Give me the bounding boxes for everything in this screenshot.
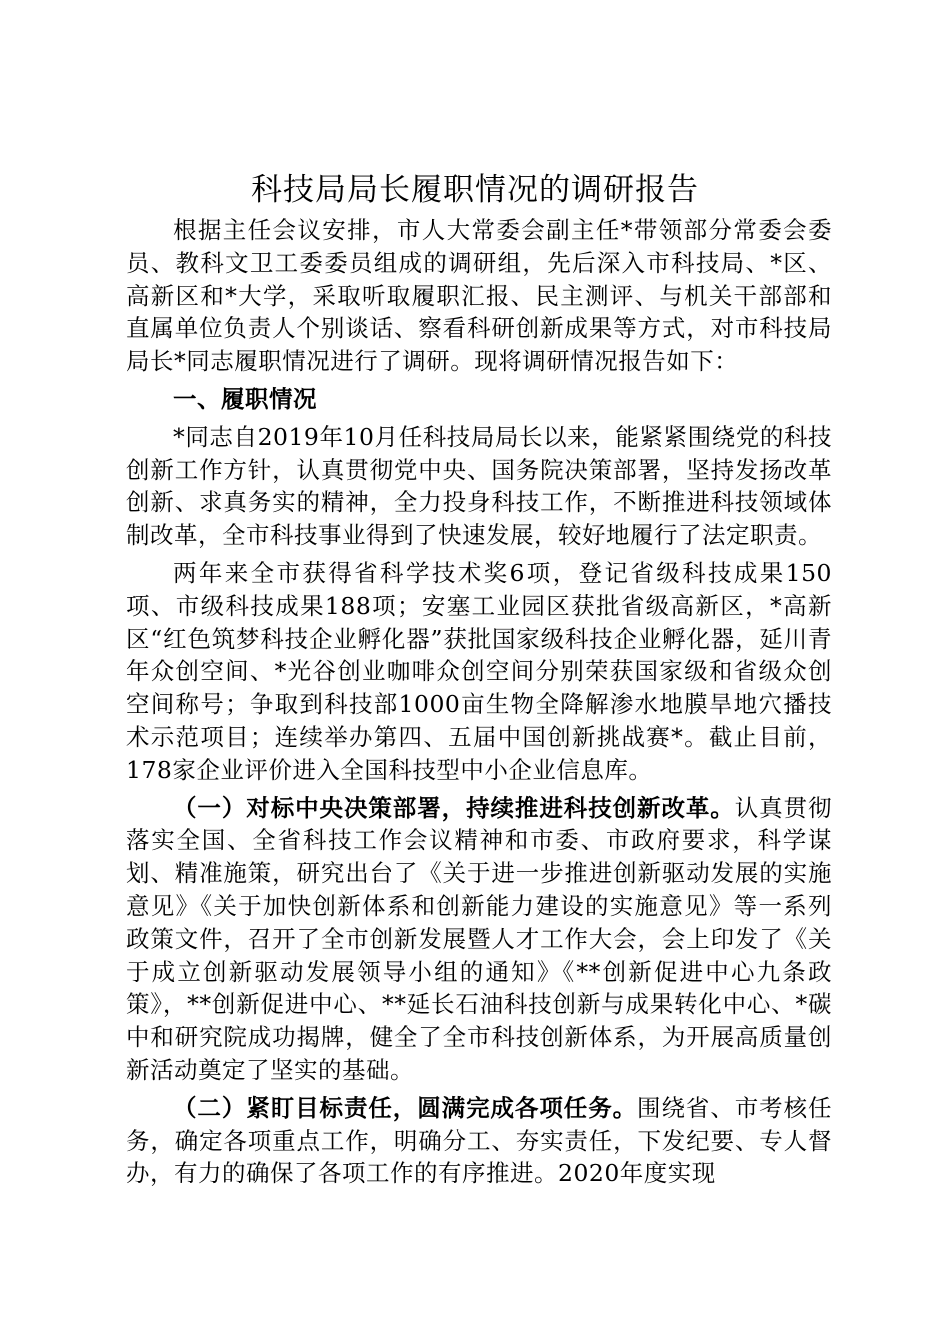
subsection-2-lead: （二）紧盯目标责任，圆满完成各项任务。: [173, 1093, 638, 1122]
document-title: 科技局局长履职情况的调研报告: [251, 172, 699, 208]
intro-paragraph: 根据主任会议安排，市人大常委会副主任*带领部分常委会委员、教科文卫工委委员组成的调研组，先后深入市科技局、*区、高新区和*大学，采取听取履职汇报、民主测评、与机关干部部和直属单位负责人个别谈话、察看科研创新成果等方式，对市科技局局长*同志履职情况进行了调研。现将调研情况报告如下：: [126, 216, 832, 376]
paragraph-1: *同志自2019年10月任科技局局长以来，能紧紧围绕党的科技创新工作方针，认真贯彻党中央、国务院决策部署，坚持发扬改革创新、求真务实的精神，全力投身科技工作，不断推进科技领域体制改革，全市科技事业得到了快速发展，较好地履行了法定职责。: [126, 422, 832, 550]
document-body: [126, 214, 832, 1195]
section-heading-1: 一、履职情况: [173, 384, 317, 413]
subsection-1-text: 认真贯彻落实全国、全省科技工作会议精神和市委、市政府要求，科学谋划、精准施策，研究出台了《关于进一步推进创新驱动发展的实施意见》《关于加快创新体系和创新能力建设的实施意见》等一系列政策文件，召开了全市创新发展暨人才工作大会，会上印发了《关于成立创新驱动发展领导小组的通知》《**创新促进中心九条政策》，**创新促进中心、**延长石油科技创新与成果转化中心、*碳中和研究院成功揭牌，健全了全市科技创新体系，为开展高质量创新活动奠定了坚实的基础。: [126, 793, 833, 1084]
subsection-2-text: 围绕省、市考核任务，确定各项重点工作，明确分工、夯实责任，下发纪要、专人督办，有力的确保了各项工作的有序推进。2020年度实现: [126, 1093, 833, 1188]
paragraph-2: 两年来全市获得省科学技术奖6项，登记省级科技成果150项、市级科技成果188项；安塞工业园区获批省级高新区，*高新区“红色筑梦科技企业孵化器”获批国家级科技企业孵化器，延川青年众创空间、*光谷创业咖啡众创空间分别荣获国家级和省级众创空间称号；争取到科技部1000亩生物全降解渗水地膜旱地穴播技术示范项目；连续举办第四、五届中国创新挑战赛*。截止目前，178家企业评价进入全国科技型中小企业信息库。: [126, 558, 832, 784]
subsection-1: [126, 792, 832, 1087]
subsection-2: [126, 1092, 832, 1190]
subsection-1-lead: （一）对标中央决策部署，持续推进科技创新改革。: [173, 793, 735, 822]
